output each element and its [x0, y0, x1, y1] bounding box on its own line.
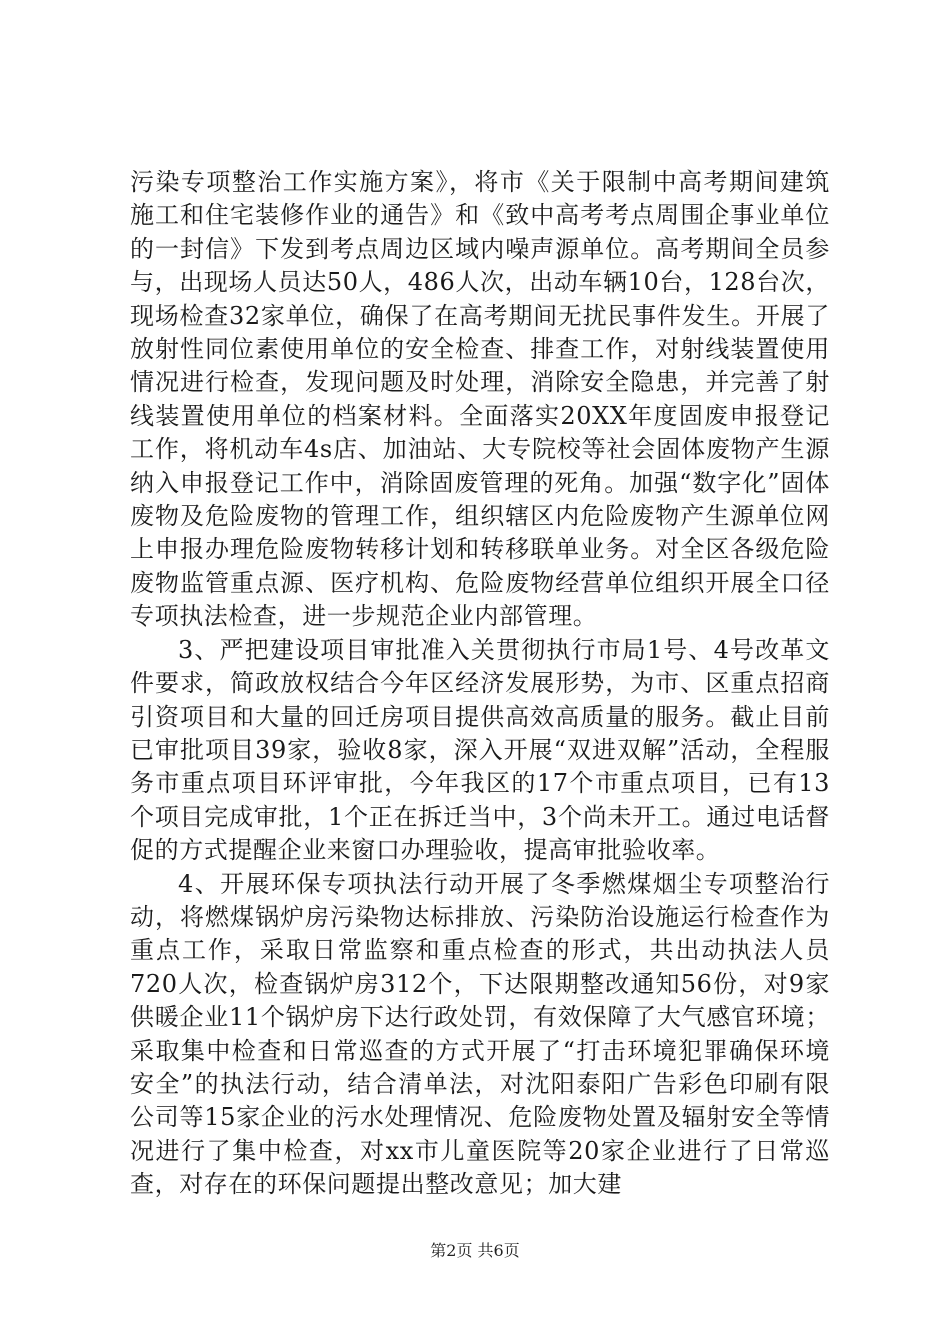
page-footer: 第2页 共6页	[430, 1241, 520, 1260]
body-text	[130, 166, 830, 1202]
paragraph-item-3: 3、严把建设项目审批准入关贯彻执行市局1号、4号改革文件要求，简政放权结合今年区经济发展形势，为市、区重点招商引资项目和大量的回迁房项目提供高效高质量的服务。截止目前已审批项目39家，验收8家，深入开展“双进双解”活动，全程服务市重点项目环评审批，今年我区的17个市重点项目，已有13个项目完成审批，1个正在拆迁当中，3个尚未开工。通过电话督促的方式提醒企业来窗口办理验收，提高审批验收率。	[130, 635, 830, 865]
paragraph-item-4: 4、开展环保专项执法行动开展了冬季燃煤烟尘专项整治行动，将燃煤锅炉房污染物达标排放、污染防治设施运行检查作为重点工作，采取日常监察和重点检查的形式，共出动执法人员720人次，检查锅炉房312个，下达限期整改通知56份，对9家供暖企业11个锅炉房下达行政处罚，有效保障了大气感官环境；采取集中检查和日常巡查的方式开展了“打击环境犯罪确保环境安全”的执法行动，结合清单法，对沈阳泰阳广告彩色印刷有限公司等15家企业的污水处理情况、危险废物处置及辐射安全等情况进行了集中检查，对xx市儿童医院等20家企业进行了日常巡查，对存在的环保问题提出整改意见；加大建	[130, 869, 830, 1199]
paragraph-continuation: 污染专项整治工作实施方案》，将市《关于限制中高考期间建筑施工和住宅装修作业的通告》和《致中高考考点周围企事业单位的一封信》下发到考点周边区域内噪声源单位。高考期间全员参与，出现场人员达50人，486人次，出动车辆10台，128台次，现场检查32家单位，确保了在高考期间无扰民事件发生。开展了放射性同位素使用单位的安全检查、排查工作，对射线装置使用情况进行检查，发现问题及时处理，消除安全隐患，并完善了射线装置使用单位的档案材料。全面落实20XX年度固废申报登记工作，将机动车4s店、加油站、大专院校等社会固体废物产生源纳入申报登记工作中，消除固废管理的死角。加强“数字化”固体废物及危险废物的管理工作，组织辖区内危险废物产生源单位网上申报办理危险废物转移计划和转移联单业务。对全区各级危险废物监管重点源、医疗机构、危险废物经营单位组织开展全口径专项执法检查，进一步规范企业内部管理。	[130, 168, 830, 631]
